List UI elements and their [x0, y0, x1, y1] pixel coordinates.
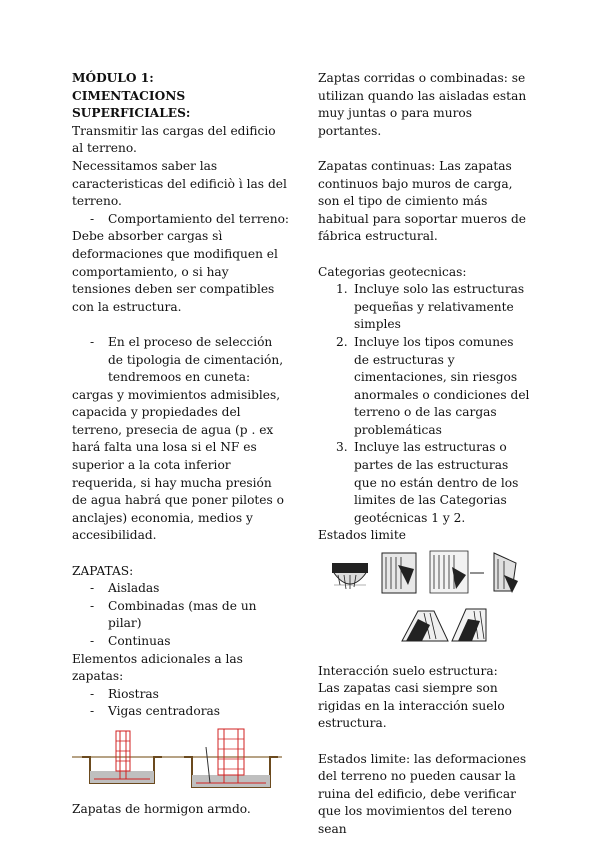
paragraph: Las zapatas casi siempre son rigidas en la interacción suelo estructura.	[318, 681, 505, 731]
paragraph: Debe absorber cargas sì deformaciones que modifiquen el comportamiento, o si hay tensiones deben ser compatibles con la estructura.	[72, 229, 278, 314]
footing-figure	[72, 727, 282, 799]
interaccion-title: Interacción suelo estructura:	[318, 663, 498, 678]
zapatas-list	[72, 580, 290, 650]
categorias-list	[318, 281, 532, 527]
limit-states-figure	[318, 549, 532, 645]
estados-title: Estados limite	[318, 528, 406, 543]
categorias-title: Categorias geotecnicas:	[318, 264, 467, 279]
bullet-list	[72, 334, 290, 387]
paragraph: Zaptas corridas o combinadas: se utilizan quando las aisladas estan muy juntas o para muros portantes.	[318, 71, 527, 138]
section-title: CIMENTACIONS SUPERFICIALES:	[72, 88, 191, 121]
list-item: - Continuas	[72, 633, 290, 651]
list-item: 3. Incluye las estructuras o partes de las estructuras que no están dentro de los limites de las Categorias geotécnicas 1 y 2.	[336, 440, 519, 525]
right-column	[318, 70, 532, 839]
module-title: MÓDULO 1:	[72, 71, 154, 85]
list-item: - En el proceso de selección de tipologia de cimentación, tendremoos en cuneta:	[72, 334, 290, 387]
bullet-list	[72, 211, 290, 229]
list-item: - Aisladas	[72, 580, 290, 598]
figure-caption: Zapatas de hormigon armdo.	[72, 801, 251, 816]
list-item: - Comportamiento del terreno:	[72, 211, 290, 229]
paragraph: Zapatas continuas: Las zapatas continuos bajo muros de carga, son el tipo de cimiento más habitual para soportar mueros de fábrica estructural.	[318, 158, 526, 244]
paragraph: Transmitir las cargas del edificio al terreno.	[72, 123, 276, 156]
elementos-list	[72, 686, 290, 721]
paragraph: Estados limite: las deformaciones del terreno no pueden causar la ruina del edificio, debe verificar que los movimientos del tereno sean	[318, 751, 527, 836]
paragraph: cargas y movimientos admisibles, capacida y propiedades del terreno, presecia de agua (p . ex hará falta una losa si el NF es superior a la cota inferior requerida, si hay mucha presión de agua habrá que poner pilotes o anclajes) economia, medios y accesibilidad.	[72, 387, 284, 543]
zapatas-title: ZAPATAS:	[72, 563, 134, 578]
list-item: - Combinadas (mas de un pilar)	[72, 598, 290, 633]
list-item: 2. Incluye los tipos comunes de estructuras y cimentaciones, sin riesgos anormales o condiciones del terreno o de las cargas problemáticas	[336, 334, 530, 437]
list-item: - Riostras	[72, 686, 290, 704]
left-column	[72, 70, 290, 819]
list-item: - Vigas centradoras	[72, 703, 290, 721]
elementos-title: Elementos adicionales a las zapatas:	[72, 651, 243, 684]
list-item: 1. Incluye solo las estructuras pequeñas y relativamente simples	[336, 282, 525, 332]
paragraph: Necessitamos saber las caracteristicas del edificiò ì las del terreno.	[72, 158, 287, 209]
